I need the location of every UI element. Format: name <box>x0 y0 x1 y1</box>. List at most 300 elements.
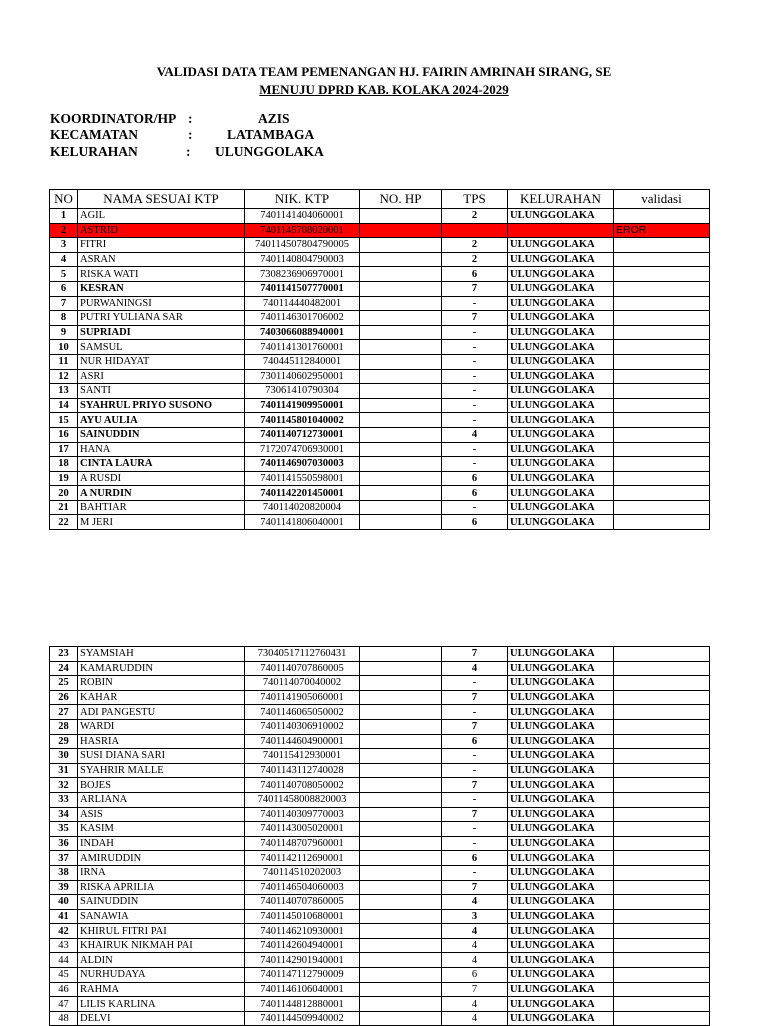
cell-no: 11 <box>50 354 78 369</box>
cell-nama: INDAH <box>78 836 245 851</box>
cell-nik: 7401145708020001 <box>245 223 360 238</box>
cell-nama: HANA <box>78 442 245 457</box>
table-row <box>50 486 710 501</box>
cell-tps: 7 <box>442 719 508 734</box>
cell-hp <box>360 486 442 501</box>
cell-hp <box>360 734 442 749</box>
cell-nik: 73040517112760431 <box>245 647 360 662</box>
cell-kel: ULUNGGOLAKA <box>508 252 614 267</box>
table-row <box>50 325 710 340</box>
meta-value: LATAMBAGA <box>227 127 315 142</box>
table-row <box>50 427 710 442</box>
cell-val <box>614 325 710 340</box>
cell-kel: ULUNGGOLAKA <box>508 719 614 734</box>
cell-val <box>614 252 710 267</box>
table-row <box>50 734 710 749</box>
cell-nama: KAHAR <box>78 690 245 705</box>
cell-tps: 7 <box>442 880 508 895</box>
cell-kel: ULUNGGOLAKA <box>508 792 614 807</box>
cell-no: 10 <box>50 340 78 355</box>
cell-hp <box>360 968 442 983</box>
cell-nama: NURHUDAYA <box>78 968 245 983</box>
cell-nik: 7401142112690001 <box>245 851 360 866</box>
cell-no: 19 <box>50 471 78 486</box>
cell-no: 31 <box>50 763 78 778</box>
meta-value: ULUNGGOLAKA <box>215 144 324 159</box>
header-kelurahan: KELURAHAN <box>508 190 614 209</box>
cell-val <box>614 281 710 296</box>
document-subtitle: MENUJU DPRD KAB. KOLAKA 2024-2029 <box>259 82 509 97</box>
cell-val <box>614 354 710 369</box>
cell-hp <box>360 997 442 1012</box>
cell-val <box>614 997 710 1012</box>
cell-no: 8 <box>50 311 78 326</box>
cell-hp <box>360 238 442 253</box>
cell-tps: 2 <box>442 252 508 267</box>
cell-hp <box>360 515 442 530</box>
cell-tps: 6 <box>442 968 508 983</box>
table-row <box>50 369 710 384</box>
cell-no: 35 <box>50 822 78 837</box>
cell-tps: - <box>442 457 508 472</box>
cell-hp <box>360 749 442 764</box>
cell-hp <box>360 413 442 428</box>
cell-nama: ROBIN <box>78 676 245 691</box>
cell-no: 44 <box>50 953 78 968</box>
cell-nama: NUR HIDAYAT <box>78 354 245 369</box>
cell-nama: DELVI <box>78 1011 245 1026</box>
cell-nama: WARDI <box>78 719 245 734</box>
cell-no: 7 <box>50 296 78 311</box>
cell-nik: 7401144509940002 <box>245 1011 360 1026</box>
cell-nik: 7401141550598001 <box>245 471 360 486</box>
cell-nik: 7401142201450001 <box>245 486 360 501</box>
cell-kel: ULUNGGOLAKA <box>508 865 614 880</box>
cell-val <box>614 690 710 705</box>
cell-val <box>614 267 710 282</box>
cell-nik: 740115412930001 <box>245 749 360 764</box>
table-row <box>50 311 710 326</box>
cell-kel: ULUNGGOLAKA <box>508 384 614 399</box>
cell-nik: 7401147112790009 <box>245 968 360 983</box>
cell-kel: ULUNGGOLAKA <box>508 515 614 530</box>
cell-tps: - <box>442 705 508 720</box>
cell-no: 24 <box>50 661 78 676</box>
cell-hp <box>360 354 442 369</box>
cell-nama: AMIRUDDIN <box>78 851 245 866</box>
cell-hp <box>360 880 442 895</box>
cell-tps: 7 <box>442 311 508 326</box>
cell-nik: 740114020820004 <box>245 500 360 515</box>
cell-tps: - <box>442 676 508 691</box>
cell-kel: ULUNGGOLAKA <box>508 822 614 837</box>
cell-val <box>614 676 710 691</box>
table-row <box>50 968 710 983</box>
cell-no: 37 <box>50 851 78 866</box>
cell-val <box>614 457 710 472</box>
cell-no: 17 <box>50 442 78 457</box>
table-row <box>50 807 710 822</box>
cell-val <box>614 880 710 895</box>
cell-tps: - <box>442 763 508 778</box>
cell-val <box>614 982 710 997</box>
cell-tps: 4 <box>442 895 508 910</box>
cell-kel: ULUNGGOLAKA <box>508 763 614 778</box>
cell-no: 26 <box>50 690 78 705</box>
cell-no: 32 <box>50 778 78 793</box>
table-row <box>50 763 710 778</box>
table-row <box>50 223 710 238</box>
cell-val <box>614 413 710 428</box>
cell-hp <box>360 267 442 282</box>
cell-hp <box>360 909 442 924</box>
cell-val: EROR <box>614 223 710 238</box>
cell-tps: 4 <box>442 938 508 953</box>
cell-no: 22 <box>50 515 78 530</box>
cell-nama: CINTA LAURA <box>78 457 245 472</box>
cell-no: 21 <box>50 500 78 515</box>
cell-kel: ULUNGGOLAKA <box>508 690 614 705</box>
cell-no: 2 <box>50 223 78 238</box>
cell-kel: ULUNGGOLAKA <box>508 895 614 910</box>
cell-nik: 7401140712730001 <box>245 427 360 442</box>
cell-nama: SANTI <box>78 384 245 399</box>
cell-nik: 7401146065050002 <box>245 705 360 720</box>
cell-kel: ULUNGGOLAKA <box>508 880 614 895</box>
cell-tps: - <box>442 792 508 807</box>
table-row <box>50 924 710 939</box>
table-row <box>50 909 710 924</box>
cell-hp <box>360 384 442 399</box>
cell-tps <box>442 223 508 238</box>
document-title: VALIDASI DATA TEAM PEMENANGAN HJ. FAIRIN AMRINAH SIRANG, SE <box>156 64 612 79</box>
cell-hp <box>360 676 442 691</box>
cell-kel: ULUNGGOLAKA <box>508 281 614 296</box>
cell-nama: ASRAN <box>78 252 245 267</box>
cell-nama: RISKA WATI <box>78 267 245 282</box>
cell-tps: 6 <box>442 851 508 866</box>
cell-tps: - <box>442 442 508 457</box>
cell-tps: - <box>442 384 508 399</box>
cell-nik: 7401141301760001 <box>245 340 360 355</box>
cell-no: 5 <box>50 267 78 282</box>
cell-val <box>614 311 710 326</box>
cell-nik: 7401148707960001 <box>245 836 360 851</box>
cell-nama: PUTRI YULIANA SAR <box>78 311 245 326</box>
cell-tps: 6 <box>442 515 508 530</box>
cell-hp <box>360 647 442 662</box>
cell-nama: SAINUDDIN <box>78 895 245 910</box>
header-nik: NIK. KTP <box>245 190 360 209</box>
cell-nama: KHAIRUK NIKMAH PAI <box>78 938 245 953</box>
cell-hp <box>360 719 442 734</box>
meta-colon: : <box>188 111 193 126</box>
cell-hp <box>360 778 442 793</box>
cell-kel: ULUNGGOLAKA <box>508 340 614 355</box>
meta-label: KELURAHAN <box>50 144 138 159</box>
cell-val <box>614 471 710 486</box>
cell-no: 16 <box>50 427 78 442</box>
cell-hp <box>360 471 442 486</box>
cell-hp <box>360 822 442 837</box>
table-row <box>50 238 710 253</box>
cell-tps: 7 <box>442 982 508 997</box>
cell-val <box>614 705 710 720</box>
cell-nik: 7172074706930001 <box>245 442 360 457</box>
cell-no: 36 <box>50 836 78 851</box>
cell-nik: 7401140306910002 <box>245 719 360 734</box>
cell-nama: SYAMSIAH <box>78 647 245 662</box>
cell-nama: AYU AULIA <box>78 413 245 428</box>
cell-nik: 7401145801040002 <box>245 413 360 428</box>
cell-val <box>614 500 710 515</box>
table-row <box>50 384 710 399</box>
cell-hp <box>360 924 442 939</box>
cell-kel <box>508 223 614 238</box>
table-header-row <box>50 190 710 209</box>
cell-nik: 7301140602950001 <box>245 369 360 384</box>
cell-kel: ULUNGGOLAKA <box>508 676 614 691</box>
cell-tps: 4 <box>442 427 508 442</box>
cell-kel: ULUNGGOLAKA <box>508 325 614 340</box>
cell-tps: 4 <box>442 661 508 676</box>
cell-hp <box>360 252 442 267</box>
cell-no: 4 <box>50 252 78 267</box>
cell-kel: ULUNGGOLAKA <box>508 953 614 968</box>
cell-kel: ULUNGGOLAKA <box>508 209 614 224</box>
cell-nik: 7401143005020001 <box>245 822 360 837</box>
data-table-bottom <box>49 646 710 1026</box>
cell-nama: SUPRIADI <box>78 325 245 340</box>
table-row <box>50 865 710 880</box>
table-row <box>50 267 710 282</box>
cell-nik: 7401146504060003 <box>245 880 360 895</box>
cell-kel: ULUNGGOLAKA <box>508 427 614 442</box>
header-tps: TPS <box>442 190 508 209</box>
cell-tps: 4 <box>442 997 508 1012</box>
cell-hp <box>360 311 442 326</box>
cell-kel: ULUNGGOLAKA <box>508 734 614 749</box>
cell-tps: 3 <box>442 909 508 924</box>
table-row <box>50 296 710 311</box>
cell-hp <box>360 223 442 238</box>
cell-val <box>614 442 710 457</box>
cell-kel: ULUNGGOLAKA <box>508 705 614 720</box>
cell-val <box>614 340 710 355</box>
cell-val <box>614 909 710 924</box>
cell-no: 41 <box>50 909 78 924</box>
cell-nama: FITRI <box>78 238 245 253</box>
cell-hp <box>360 938 442 953</box>
cell-kel: ULUNGGOLAKA <box>508 413 614 428</box>
cell-nama: HASRIA <box>78 734 245 749</box>
cell-kel: ULUNGGOLAKA <box>508 924 614 939</box>
table-row <box>50 281 710 296</box>
cell-nama: SUSI DIANA SARI <box>78 749 245 764</box>
table-row <box>50 209 710 224</box>
cell-tps: - <box>442 749 508 764</box>
cell-kel: ULUNGGOLAKA <box>508 938 614 953</box>
cell-val <box>614 647 710 662</box>
cell-tps: 7 <box>442 778 508 793</box>
cell-hp <box>360 836 442 851</box>
cell-no: 29 <box>50 734 78 749</box>
cell-kel: ULUNGGOLAKA <box>508 486 614 501</box>
cell-no: 3 <box>50 238 78 253</box>
cell-kel: ULUNGGOLAKA <box>508 398 614 413</box>
cell-nik: 7401142604940001 <box>245 938 360 953</box>
cell-kel: ULUNGGOLAKA <box>508 442 614 457</box>
cell-val <box>614 749 710 764</box>
header-validasi: validasi <box>614 190 710 209</box>
cell-nik: 7401141507770001 <box>245 281 360 296</box>
cell-nama: PURWANINGSI <box>78 296 245 311</box>
cell-val <box>614 369 710 384</box>
table-row <box>50 442 710 457</box>
cell-kel: ULUNGGOLAKA <box>508 500 614 515</box>
cell-val <box>614 661 710 676</box>
cell-kel: ULUNGGOLAKA <box>508 851 614 866</box>
cell-no: 42 <box>50 924 78 939</box>
cell-no: 48 <box>50 1011 78 1026</box>
cell-nama: ASIS <box>78 807 245 822</box>
cell-nik: 7401146106040001 <box>245 982 360 997</box>
cell-hp <box>360 281 442 296</box>
table-row <box>50 719 710 734</box>
table-row <box>50 778 710 793</box>
table-row <box>50 822 710 837</box>
cell-nama: BOJES <box>78 778 245 793</box>
table-row <box>50 749 710 764</box>
cell-no: 18 <box>50 457 78 472</box>
cell-tps: 7 <box>442 807 508 822</box>
cell-no: 27 <box>50 705 78 720</box>
cell-hp <box>360 442 442 457</box>
cell-kel: ULUNGGOLAKA <box>508 267 614 282</box>
cell-nama: SYAHRIR MALLE <box>78 763 245 778</box>
cell-val <box>614 953 710 968</box>
cell-nama: SYAHRUL PRIYO SUSONO <box>78 398 245 413</box>
cell-no: 47 <box>50 997 78 1012</box>
cell-nama: M JERI <box>78 515 245 530</box>
table-row <box>50 851 710 866</box>
cell-nik: 7401140707860005 <box>245 895 360 910</box>
cell-val <box>614 384 710 399</box>
cell-hp <box>360 982 442 997</box>
cell-no: 38 <box>50 865 78 880</box>
cell-val <box>614 938 710 953</box>
cell-val <box>614 895 710 910</box>
table-row <box>50 413 710 428</box>
cell-nama: SAINUDDIN <box>78 427 245 442</box>
cell-no: 13 <box>50 384 78 399</box>
header-no: NO <box>50 190 78 209</box>
cell-kel: ULUNGGOLAKA <box>508 1011 614 1026</box>
cell-nama: A RUSDI <box>78 471 245 486</box>
cell-val <box>614 734 710 749</box>
meta-value: AZIS <box>258 111 290 126</box>
table-row <box>50 661 710 676</box>
cell-tps: 7 <box>442 281 508 296</box>
cell-nama: SANAWIA <box>78 909 245 924</box>
cell-no: 25 <box>50 676 78 691</box>
cell-tps: 7 <box>442 690 508 705</box>
cell-tps: - <box>442 354 508 369</box>
cell-nik: 7401145010680001 <box>245 909 360 924</box>
cell-nama: LILIS KARLINA <box>78 997 245 1012</box>
table-row <box>50 354 710 369</box>
cell-kel: ULUNGGOLAKA <box>508 647 614 662</box>
cell-nik: 7308236906970001 <box>245 267 360 282</box>
cell-nama: RAHMA <box>78 982 245 997</box>
cell-kel: ULUNGGOLAKA <box>508 836 614 851</box>
cell-no: 1 <box>50 209 78 224</box>
cell-hp <box>360 296 442 311</box>
table-row <box>50 895 710 910</box>
cell-hp <box>360 851 442 866</box>
cell-val <box>614 924 710 939</box>
cell-tps: 6 <box>442 486 508 501</box>
cell-kel: ULUNGGOLAKA <box>508 369 614 384</box>
cell-nik: 7401142901940001 <box>245 953 360 968</box>
cell-nik: 7401141404060001 <box>245 209 360 224</box>
cell-hp <box>360 953 442 968</box>
cell-tps: 4 <box>442 924 508 939</box>
cell-val <box>614 427 710 442</box>
cell-hp <box>360 895 442 910</box>
cell-kel: ULUNGGOLAKA <box>508 457 614 472</box>
cell-nik: 7401146210930001 <box>245 924 360 939</box>
cell-nama: ADI PANGESTU <box>78 705 245 720</box>
header-hp: NO. HP <box>360 190 442 209</box>
table-row <box>50 340 710 355</box>
data-table-top <box>49 189 710 530</box>
cell-hp <box>360 209 442 224</box>
cell-no: 28 <box>50 719 78 734</box>
cell-no: 39 <box>50 880 78 895</box>
cell-val <box>614 486 710 501</box>
cell-val <box>614 792 710 807</box>
cell-val <box>614 296 710 311</box>
cell-no: 14 <box>50 398 78 413</box>
cell-val <box>614 851 710 866</box>
table-row <box>50 647 710 662</box>
cell-tps: - <box>442 296 508 311</box>
table-row <box>50 515 710 530</box>
cell-nik: 7401140707860005 <box>245 661 360 676</box>
cell-no: 34 <box>50 807 78 822</box>
cell-nama: ARLIANA <box>78 792 245 807</box>
cell-hp <box>360 690 442 705</box>
cell-kel: ULUNGGOLAKA <box>508 354 614 369</box>
cell-nik: 740114510202003 <box>245 865 360 880</box>
cell-nik: 7401141909950001 <box>245 398 360 413</box>
cell-kel: ULUNGGOLAKA <box>508 471 614 486</box>
cell-nik: 7401140804790003 <box>245 252 360 267</box>
cell-tps: - <box>442 369 508 384</box>
cell-val <box>614 968 710 983</box>
cell-no: 20 <box>50 486 78 501</box>
cell-nama: AGIL <box>78 209 245 224</box>
cell-tps: - <box>442 340 508 355</box>
cell-nik: 7401144604900001 <box>245 734 360 749</box>
cell-tps: - <box>442 325 508 340</box>
table-row <box>50 997 710 1012</box>
cell-hp <box>360 500 442 515</box>
cell-val <box>614 763 710 778</box>
cell-nama: SAMSUL <box>78 340 245 355</box>
table-row <box>50 792 710 807</box>
